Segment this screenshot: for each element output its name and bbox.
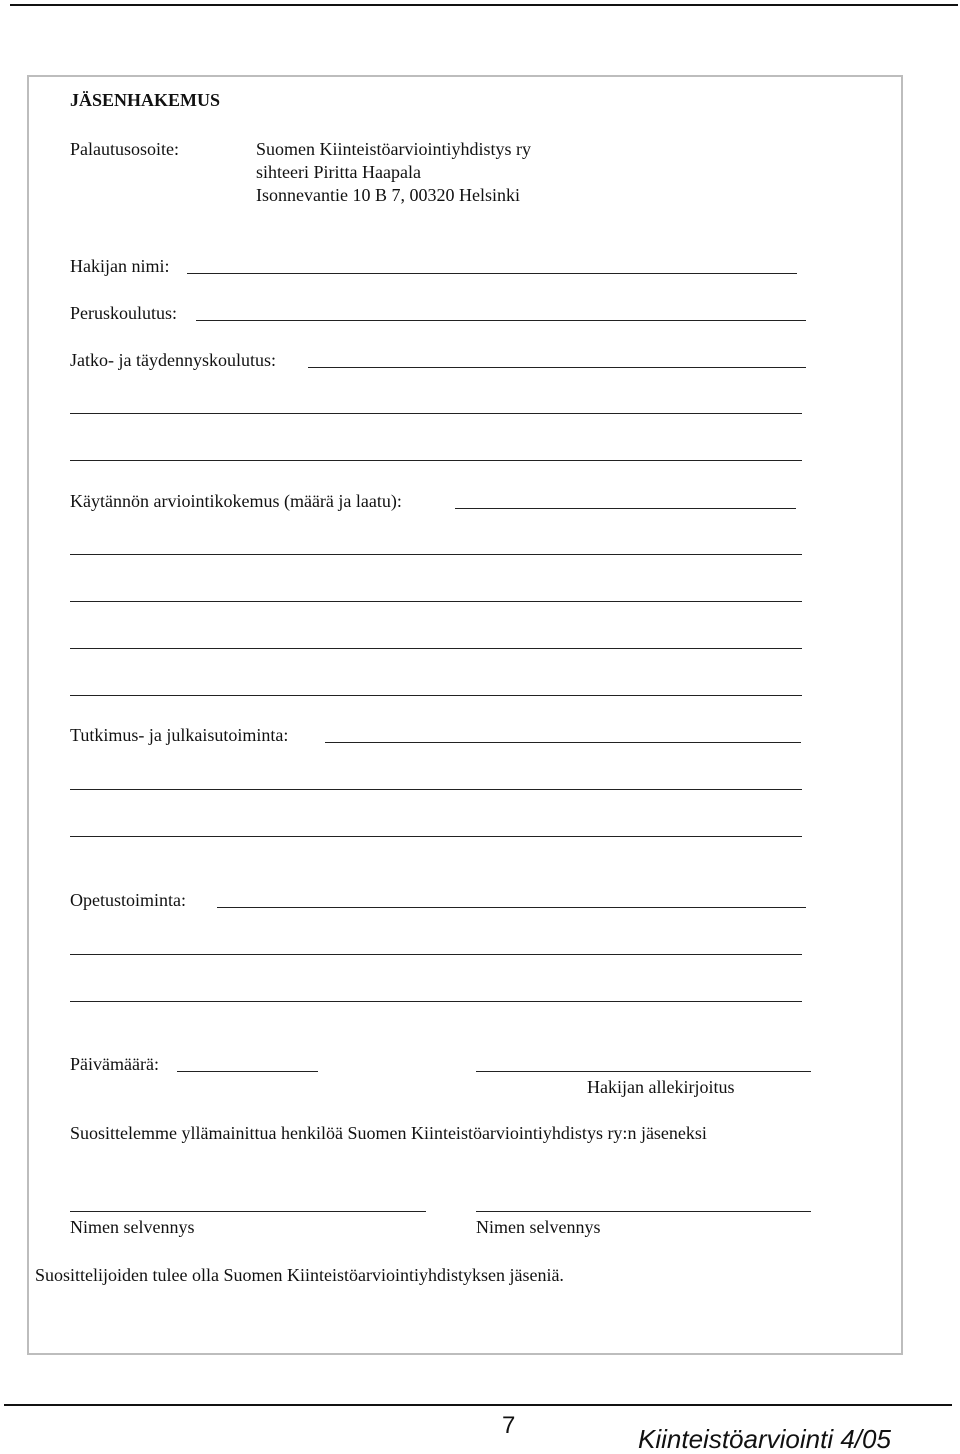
- experience-line-5[interactable]: [70, 695, 802, 696]
- further-education-line-3[interactable]: [70, 460, 802, 461]
- recommendation-text: Suosittelemme yllämainittua henkilöä Suomen Kiinteistöarviointiyhdistys ry:n jäseneksi: [70, 1123, 707, 1143]
- signature-caption: Hakijan allekirjoitus: [587, 1077, 735, 1097]
- research-line[interactable]: [325, 742, 801, 743]
- recommender-note: Suosittelijoiden tulee olla Suomen Kiinteistöarviointiyhdistyksen jäseniä.: [35, 1265, 564, 1285]
- publication-name: Kiinteistöarviointi 4/05: [638, 1424, 891, 1454]
- further-education-line[interactable]: [308, 367, 806, 368]
- teaching-line-3[interactable]: [70, 1001, 802, 1002]
- research-line-2[interactable]: [70, 789, 802, 790]
- signature-line[interactable]: [476, 1071, 811, 1072]
- return-address-label: Palautusosoite:: [70, 139, 179, 159]
- experience-line[interactable]: [455, 508, 796, 509]
- research-label: Tutkimus- ja julkaisutoiminta:: [70, 725, 289, 745]
- address-line-3: Isonnevantie 10 B 7, 00320 Helsinki: [256, 185, 520, 205]
- experience-label: Käytännön arviointikokemus (määrä ja laatu):: [70, 491, 402, 511]
- further-education-line-2[interactable]: [70, 413, 802, 414]
- experience-line-2[interactable]: [70, 554, 802, 555]
- recommender-2-caption: Nimen selvennys: [476, 1217, 601, 1237]
- recommender-1-line[interactable]: [70, 1211, 426, 1212]
- date-label: Päivämäärä:: [70, 1054, 159, 1074]
- teaching-label: Opetustoiminta:: [70, 890, 186, 910]
- top-rule: [10, 4, 958, 6]
- applicant-name-label: Hakijan nimi:: [70, 256, 170, 276]
- address-line-1: Suomen Kiinteistöarviointiyhdistys ry: [256, 139, 531, 159]
- teaching-line-2[interactable]: [70, 954, 802, 955]
- bottom-rule: [4, 1404, 952, 1406]
- further-education-label: Jatko- ja täydennyskoulutus:: [70, 350, 276, 370]
- experience-line-3[interactable]: [70, 601, 802, 602]
- experience-line-4[interactable]: [70, 648, 802, 649]
- teaching-line[interactable]: [217, 907, 806, 908]
- recommender-1-caption: Nimen selvennys: [70, 1217, 195, 1237]
- basic-education-line[interactable]: [196, 320, 806, 321]
- research-line-3[interactable]: [70, 836, 802, 837]
- page-number: 7: [502, 1412, 516, 1439]
- basic-education-label: Peruskoulutus:: [70, 303, 178, 323]
- date-line[interactable]: [177, 1071, 318, 1072]
- address-line-2: sihteeri Piritta Haapala: [256, 162, 421, 182]
- recommender-2-line[interactable]: [476, 1211, 811, 1212]
- form-title: JÄSENHAKEMUS: [70, 90, 221, 110]
- applicant-name-line[interactable]: [187, 273, 797, 274]
